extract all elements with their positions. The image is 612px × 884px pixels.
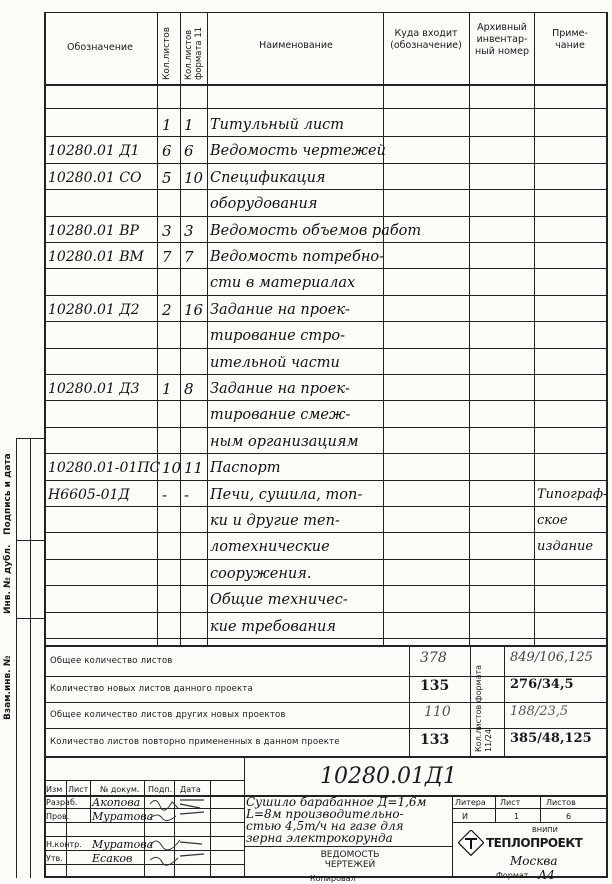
stamp-litera-label: Литера <box>455 798 486 807</box>
hdr-format-count: Кол.листов формата 11 <box>184 26 204 80</box>
summary-new-fmt: 276/34,5 <box>510 677 574 692</box>
col-line <box>534 12 535 645</box>
row-fmt: 10 <box>184 169 204 187</box>
row-name: Задание на проек- <box>210 381 350 397</box>
summary-other-val: 110 <box>424 704 451 720</box>
stamp-utv-label: Утв. <box>46 854 63 863</box>
row-name: Паспорт <box>210 460 281 476</box>
summary-fmt-col-label: Кол.листов формата 11/24 <box>474 664 493 752</box>
frame-right <box>606 12 608 878</box>
row-line <box>44 189 608 190</box>
hdr-archive: Архивный инвентар-ный номер <box>475 22 529 57</box>
row-name: Спецификация <box>210 170 326 186</box>
row-name: ным организациям <box>210 434 359 450</box>
stamp-h-doc: № докум. <box>100 785 140 794</box>
row-sheets: 7 <box>162 248 172 266</box>
stamp-title-2: ЧЕРТЕЖЕЙ <box>324 860 376 870</box>
row-fmt: - <box>184 486 190 504</box>
stamp-sheets-label: Листов <box>546 798 576 807</box>
stamp-h-date: Дата <box>180 785 201 794</box>
row-sheets: 1 <box>162 116 172 134</box>
row-name: ки и другие теп- <box>210 513 340 529</box>
summary-col <box>409 645 410 757</box>
row-name: оборудования <box>210 196 318 212</box>
format-val: А4 <box>538 868 555 882</box>
summary-bottom <box>44 756 608 758</box>
stamp-line <box>452 808 608 809</box>
stamp-line <box>244 846 452 847</box>
format-label: Формат <box>496 871 529 880</box>
stamp-litera-val: И <box>462 812 468 821</box>
summary-top <box>44 645 608 647</box>
row-code: 10280.01-01ПС <box>48 460 161 476</box>
summary-line <box>44 702 608 703</box>
col-line <box>207 12 208 645</box>
side-strip-line-2 <box>30 438 31 878</box>
stamp-h-izm: Изм <box>46 785 63 794</box>
stamp-sheets-val: 6 <box>566 812 572 821</box>
row-sheets: 1 <box>162 380 172 398</box>
row-name: тирование стро- <box>210 328 346 344</box>
row-line <box>44 480 608 481</box>
stamp-nkontr-name: Муратова <box>92 838 154 851</box>
summary-total-val: 378 <box>420 650 447 666</box>
stamp-line <box>452 822 608 823</box>
stamp-nkontr-label: Н.контр. <box>46 840 82 849</box>
teploproekt-logo-icon <box>458 830 484 856</box>
row-code: 10280.01 Д2 <box>48 302 140 318</box>
side-inv-dup: Инв. № дубл. <box>3 544 13 614</box>
row-line <box>44 374 608 375</box>
row-name: Титульный лист <box>210 117 345 133</box>
row-note: ское <box>537 513 568 528</box>
row-line <box>44 427 608 428</box>
stamp-org-name: ТЕПЛОПРОЕКТ <box>486 836 583 850</box>
row-line <box>44 136 608 137</box>
row-name: тирование смеж- <box>210 407 351 423</box>
side-strip-top <box>16 438 46 439</box>
row-line <box>44 348 608 349</box>
summary-new-label: Количество новых листов данного проекта <box>50 684 253 694</box>
summary-line <box>44 728 608 729</box>
row-name: Печи, сушила, топ- <box>210 487 363 503</box>
row-fmt: 16 <box>184 301 204 319</box>
row-code: 10280.01 Д1 <box>48 143 140 159</box>
stamp-col <box>244 757 245 877</box>
stamp-col <box>66 780 67 877</box>
side-strip-div <box>16 618 46 619</box>
summary-reused-val: 133 <box>420 732 450 748</box>
row-fmt: 6 <box>184 142 194 160</box>
row-line <box>44 612 608 613</box>
stamp-col <box>495 795 496 823</box>
stamp-h-list: Лист <box>68 785 89 794</box>
signature-marks <box>146 794 208 876</box>
summary-new-val: 135 <box>420 678 450 694</box>
stamp-prov-label: Пров. <box>46 812 70 821</box>
summary-other-label: Общее количество листов других новых проектов <box>50 710 286 720</box>
row-line <box>44 163 608 164</box>
row-line <box>44 506 608 507</box>
col-line <box>469 12 470 645</box>
summary-col <box>470 645 471 757</box>
row-name: сти в материалах <box>210 275 356 291</box>
side-strip-line <box>16 438 17 878</box>
row-line <box>44 268 608 269</box>
row-code: 10280.01 ВР <box>48 223 139 239</box>
stamp-col <box>144 780 145 877</box>
row-note: Типограф- <box>537 487 608 502</box>
stamp-desc-2: L=8м производительно- <box>246 807 404 821</box>
stamp-city: Москва <box>510 854 558 868</box>
row-name: Ведомость объемов работ <box>210 223 422 239</box>
row-name: сооружения. <box>210 566 312 582</box>
hdr-name: Наименование <box>259 40 333 51</box>
row-line <box>44 108 608 109</box>
col-line <box>180 12 181 645</box>
row-line <box>44 532 608 533</box>
row-name: ительной части <box>210 355 340 371</box>
row-line <box>44 585 608 586</box>
row-code: 10280.01 ВМ <box>48 249 144 265</box>
stamp-razrab-label: Разраб. <box>46 798 78 807</box>
row-name: Задание на проек- <box>210 302 350 318</box>
hdr-designation: Обозначение <box>67 42 133 53</box>
header-bottom <box>44 84 608 86</box>
row-fmt: 3 <box>184 222 194 240</box>
hdr-note: Приме-чание <box>552 28 588 51</box>
row-name: лотехнические <box>210 539 330 555</box>
row-sheets: 3 <box>162 222 172 240</box>
row-name: Общие техничес- <box>210 592 348 608</box>
summary-total-fmt: 849/106,125 <box>510 650 593 665</box>
row-fmt: 11 <box>184 459 204 477</box>
side-strip-div <box>16 540 46 541</box>
row-line <box>44 638 608 639</box>
stamp-desc-1: Сушило барабанное Д=1,6м <box>246 795 427 809</box>
stamp-h-sign: Подп. <box>148 785 173 794</box>
summary-total-label: Общее количество листов <box>50 656 173 666</box>
stamp-org-small: ВНИПИ <box>532 826 558 834</box>
hdr-sheet-count: Кол.листов <box>162 26 172 80</box>
col-line <box>383 12 384 645</box>
row-sheets: 5 <box>162 169 172 187</box>
col-line <box>157 12 158 645</box>
row-line <box>44 242 608 243</box>
row-line <box>44 216 608 217</box>
row-code: Н6605-01Д <box>48 487 130 503</box>
summary-col <box>504 645 505 757</box>
copied-label: Копировал <box>310 874 356 883</box>
stamp-col <box>90 780 91 823</box>
row-sheets: 2 <box>162 301 172 319</box>
stamp-doc-code: 10280.01Д1 <box>320 764 457 789</box>
row-note: издание <box>537 539 594 554</box>
row-line <box>44 400 608 401</box>
row-sheets: 6 <box>162 142 172 160</box>
row-fmt: 7 <box>184 248 194 266</box>
row-line <box>44 295 608 296</box>
row-name: Ведомость чертежей <box>210 143 386 159</box>
frame-top <box>44 12 608 13</box>
summary-reused-label: Количество листов повторно примененных в данном проекте <box>50 737 340 747</box>
row-sheets: 10 <box>162 459 182 477</box>
stamp-title-1: ВЕДОМОСТЬ <box>320 850 380 860</box>
stamp-col <box>210 780 211 877</box>
stamp-desc-4: зерна электрокорунда <box>246 831 393 845</box>
row-fmt: 8 <box>184 380 194 398</box>
stamp-desc-3: стью 4,5т/ч на газе для <box>246 819 404 833</box>
row-code: 10280.01 Д3 <box>48 381 140 397</box>
stamp-col <box>540 795 541 823</box>
stamp-utv-name: Есаков <box>92 852 133 865</box>
row-line <box>44 453 608 454</box>
stamp-sheet-val: 1 <box>514 812 520 821</box>
row-name: Ведомость потребно- <box>210 249 384 265</box>
frame-left <box>44 12 46 878</box>
side-inv-replace: Взам.инв. № <box>3 655 13 720</box>
row-name: кие требования <box>210 619 336 635</box>
hdr-destination: Куда входит (обозначение) <box>390 28 462 51</box>
row-fmt: 1 <box>184 116 194 134</box>
row-code: 10280.01 СО <box>48 170 142 186</box>
summary-other-fmt: 188/23,5 <box>510 704 569 719</box>
stamp-razrab-name: Акопова <box>92 796 141 809</box>
summary-reused-fmt: 385/48,125 <box>510 731 592 746</box>
stamp-sheet-label: Лист <box>500 798 521 807</box>
stamp-prov-name: Муратова <box>92 810 154 823</box>
row-sheets: - <box>162 486 168 504</box>
row-line <box>44 321 608 322</box>
side-sign-date: Подпись и дата <box>3 453 13 535</box>
row-line <box>44 559 608 560</box>
